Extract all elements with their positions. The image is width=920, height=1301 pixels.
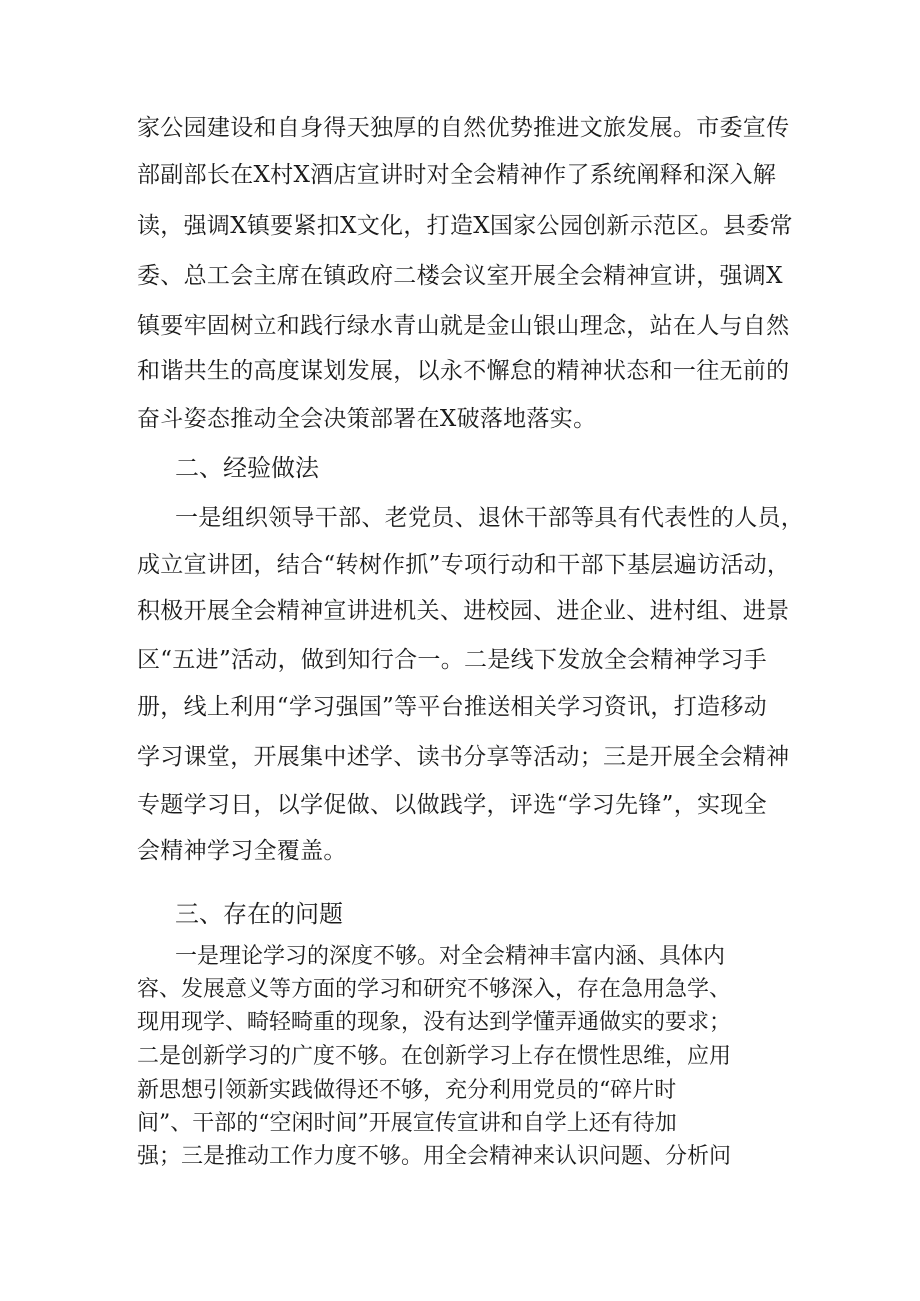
- section3-line-3: 现用现学、畸轻畸重的现象，没有达到学懂弄通做实的要求；: [137, 1010, 732, 1035]
- para1-line-2: 部副部长在X村X酒店宣讲时对全会精神作了系统阐释和深入解: [137, 162, 777, 188]
- section3-line-6: 间”、干部的“空闲时间”开展宣传宣讲和自学上还有待加: [137, 1111, 677, 1136]
- section2-line-3: 积极开展全会精神宣讲进机关、进校园、进企业、进村组、进景: [137, 598, 790, 624]
- para1-line-5: 镇要牢固树立和践行绿水青山就是金山银山理念，站在人与自然: [137, 313, 790, 339]
- section3-line-5: 新思想引领新实践做得还不够，充分利用党员的“碎片时: [137, 1078, 677, 1103]
- section3-heading: 三、存在的问题: [175, 900, 343, 928]
- section3-line-4: 二是创新学习的广度不够。在创新学习上存在惯性思维，应用: [137, 1044, 732, 1069]
- section2-line-4: 区“五进”活动，做到知行合一。二是线下发放全会精神学习手: [137, 647, 767, 673]
- section2-heading: 二、经验做法: [175, 454, 319, 482]
- section2-line-7: 专题学习日，以学促做、以做践学，评选“学习先锋”，实现全: [137, 792, 767, 818]
- section3-line-2: 容、发展意义等方面的学习和研究不够深入，存在急用急学、: [137, 977, 732, 1002]
- section2-line-5: 册，线上利用“学习强国”等平台推送相关学习资讯，打造移动: [137, 694, 767, 720]
- section2-line-1: 一是组织领导干部、老党员、退休干部等具有代表性的人员，: [175, 505, 805, 531]
- para1-line-3: 读，强调X镇要紧扣X文化，打造X国家公园创新示范区。县委常: [137, 213, 793, 239]
- para1-line-4: 委、总工会主席在镇政府二楼会议室开展全会精神宣讲，强调X: [137, 263, 783, 289]
- section2-line-2: 成立宣讲团，结合“转树作抓”专项行动和干部下基层遍访活动，: [137, 552, 791, 578]
- section2-line-6: 学习课堂，开展集中述学、读书分享等活动；三是开展全会精神: [137, 744, 790, 770]
- para1-line-1: 家公园建设和自身得天独厚的自然优势推进文旅发展。市委宣传: [137, 115, 790, 141]
- para1-line-7: 奋斗姿态推动全会决策部署在X破落地落实。: [137, 406, 597, 432]
- para1-line-6: 和谐共生的高度谋划发展，以永不懈怠的精神状态和一往无前的: [137, 358, 790, 384]
- section2-line-8: 会精神学习全覆盖。: [137, 838, 347, 864]
- section3-line-1: 一是理论学习的深度不够。对全会精神丰富内涵、具体内: [175, 944, 726, 969]
- section3-line-7: 强；三是推动工作力度不够。用全会精神来认识问题、分析问: [137, 1144, 732, 1169]
